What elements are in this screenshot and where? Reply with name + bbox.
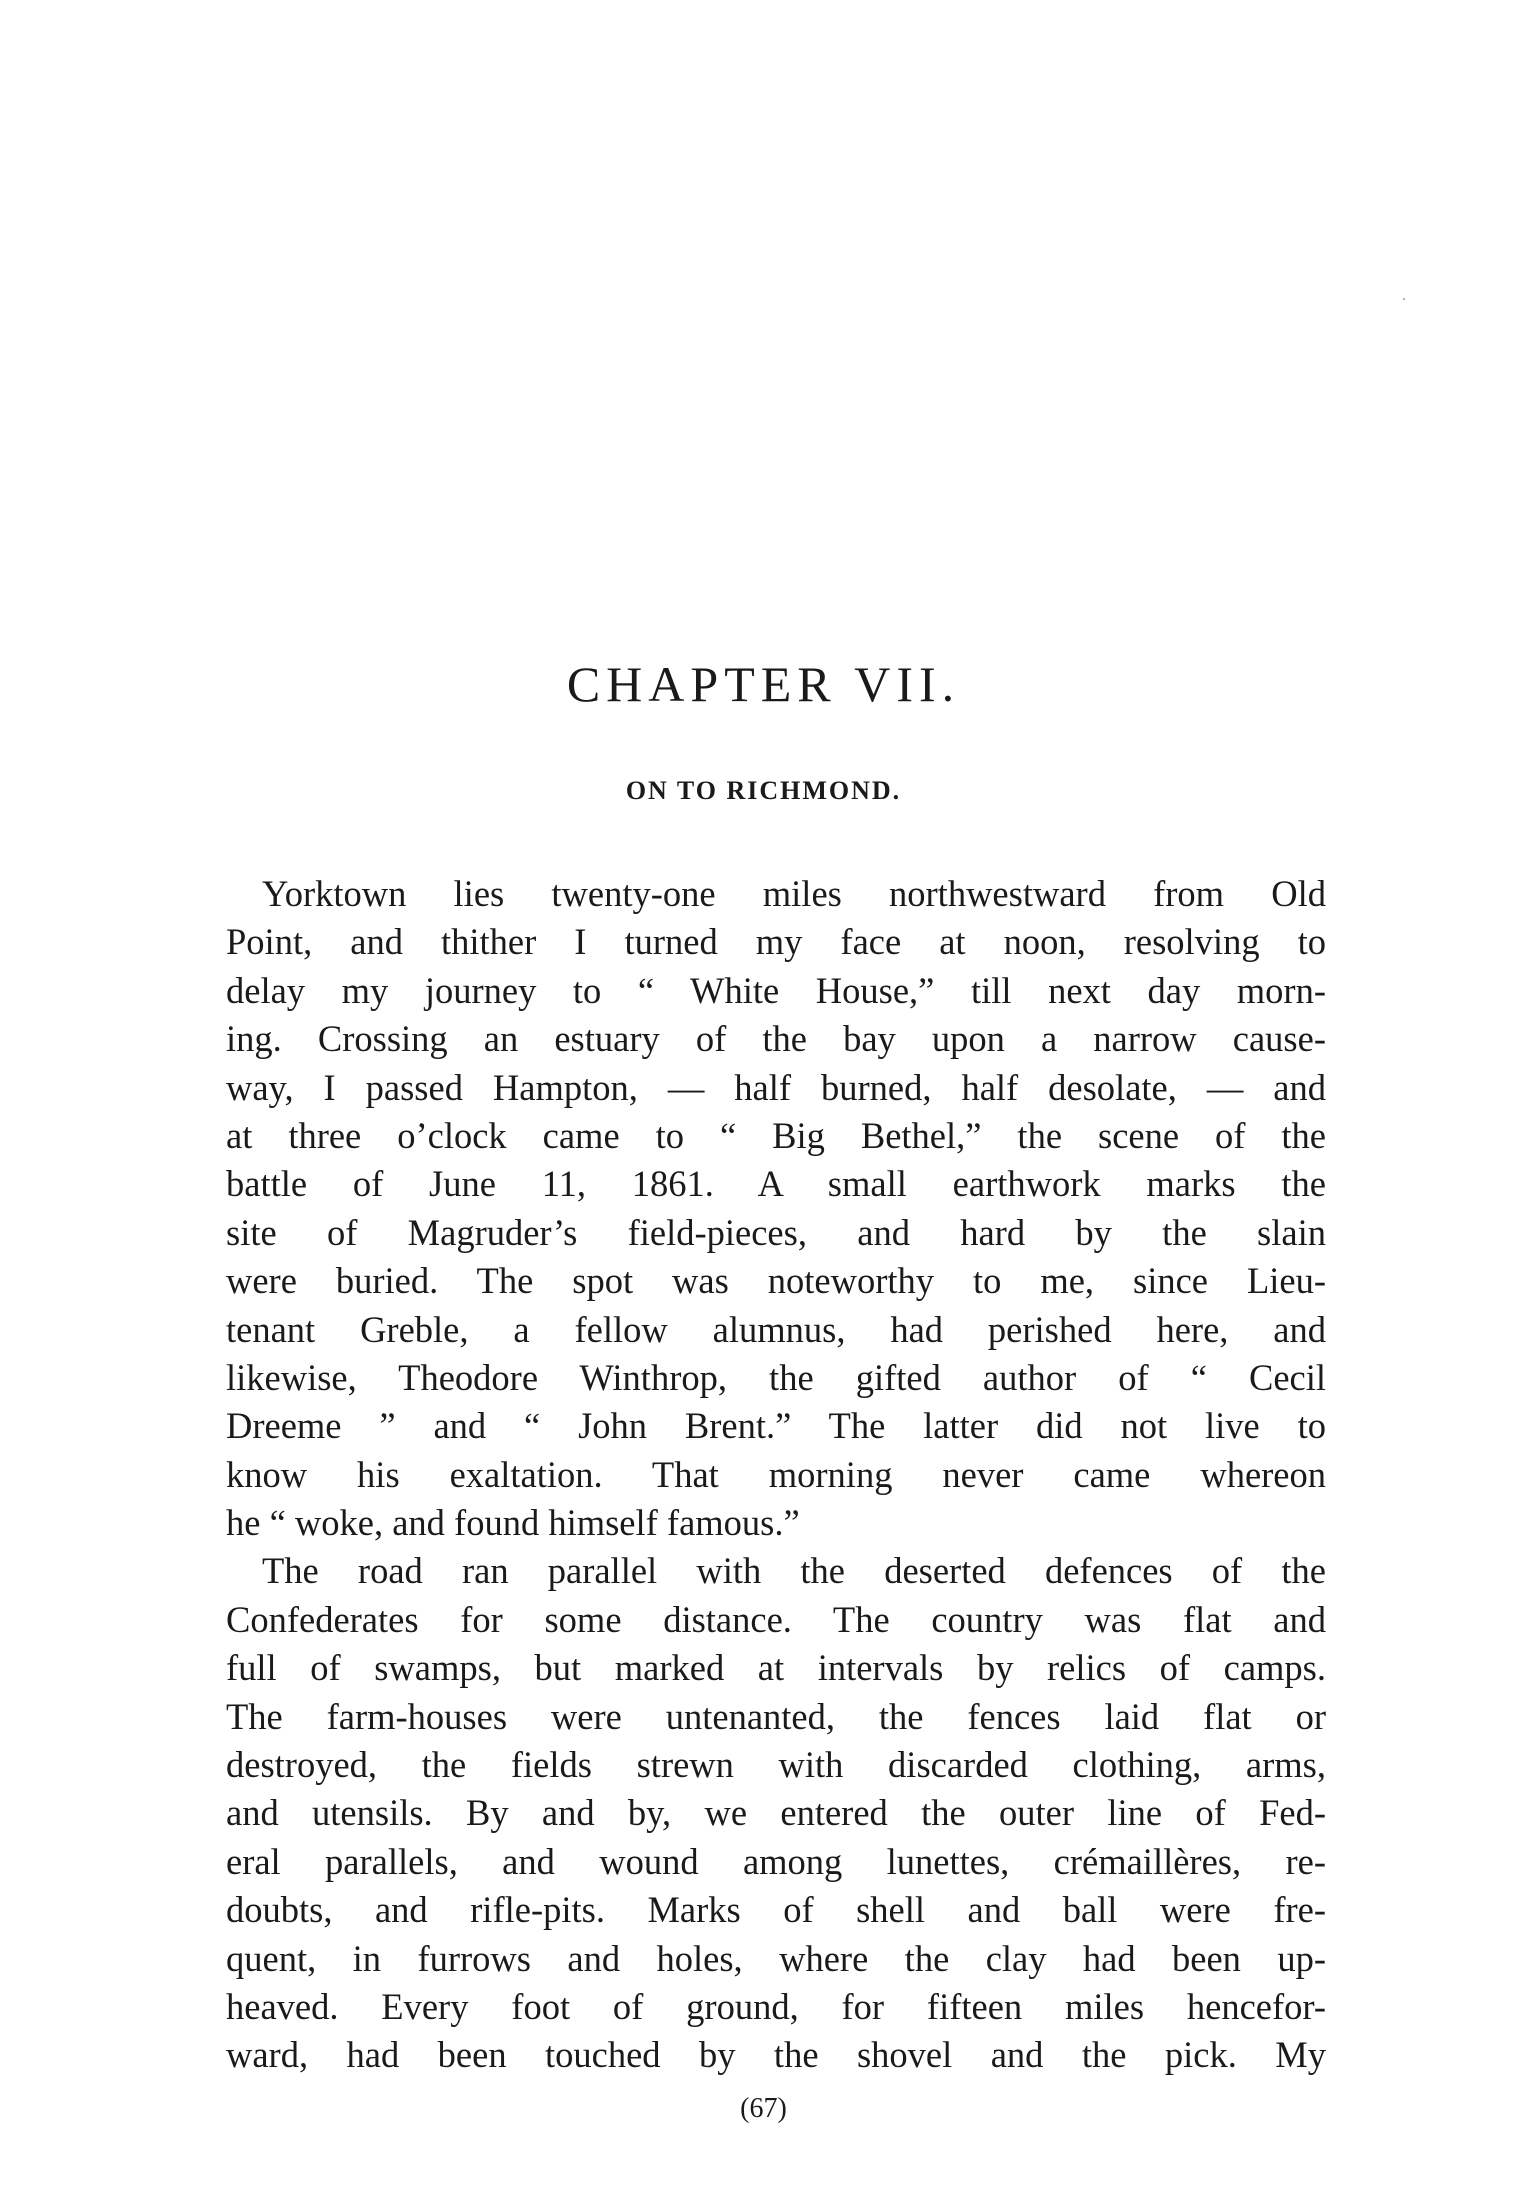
text-line: eral parallels, and wound among lunettes, crémaillères, re- bbox=[226, 1840, 1326, 1882]
text-line: tenant Greble, a fellow alumnus, had perished here, and bbox=[226, 1308, 1326, 1350]
body-text bbox=[226, 870, 1326, 2080]
text-line: were buried. The spot was noteworthy to me, since Lieu- bbox=[226, 1260, 1326, 1302]
text-line: Confederates for some distance. The country was flat and bbox=[226, 1598, 1326, 1640]
paragraph-1 bbox=[226, 870, 1326, 1547]
text-line: Dreeme ” and “ John Brent.” The latter did not live to bbox=[226, 1405, 1326, 1447]
text-line: The farm-houses were untenanted, the fences laid flat or bbox=[226, 1695, 1326, 1737]
text-line: destroyed, the fields strewn with discarded clothing, arms, bbox=[226, 1744, 1326, 1786]
text-line: ward, had been touched by the shovel and the pick. My bbox=[226, 2034, 1326, 2076]
text-line: know his exaltation. That morning never came whereon bbox=[226, 1453, 1326, 1495]
text-line: Yorktown lies twenty-one miles northwestward from Old bbox=[262, 873, 1326, 914]
text-line: doubts, and rifle-pits. Marks of shell and ball were fre- bbox=[226, 1889, 1326, 1931]
text-line: The road ran parallel with the deserted defences of the bbox=[262, 1550, 1326, 1592]
text-line: likewise, Theodore Winthrop, the gifted author of “ Cecil bbox=[226, 1356, 1326, 1398]
text-line: quent, in furrows and holes, where the clay had been up- bbox=[226, 1937, 1326, 1979]
text-line: and utensils. By and by, we entered the outer line of Fed- bbox=[226, 1792, 1326, 1834]
text-line: way, I passed Hampton, — half burned, half desolate, — and bbox=[226, 1066, 1326, 1108]
chapter-title: CHAPTER VII. bbox=[566, 656, 961, 712]
text-line: site of Magruder’s field-pieces, and hard by the slain bbox=[226, 1211, 1326, 1253]
text-line: delay my journey to “ White House,” till next day morn- bbox=[226, 969, 1326, 1011]
paragraph-2 bbox=[226, 1547, 1326, 2079]
text-line: battle of June 11, 1861. A small earthwork marks the bbox=[226, 1163, 1326, 1205]
scan-speck bbox=[1403, 298, 1405, 300]
page-number: (67) bbox=[740, 2093, 787, 2124]
text-line: he “ woke, and found himself famous.” bbox=[226, 1502, 800, 1544]
chapter-subtitle: ON TO RICHMOND. bbox=[625, 776, 902, 805]
text-line: full of swamps, but marked at intervals by relics of camps. bbox=[226, 1647, 1326, 1689]
text-line: Point, and thither I turned my face at noon, resolving to bbox=[226, 921, 1326, 963]
text-line: heaved. Every foot of ground, for fifteen miles hencefor- bbox=[226, 1985, 1326, 2027]
text-line: ing. Crossing an estuary of the bay upon a narrow cause- bbox=[226, 1018, 1326, 1060]
text-line: at three o’clock came to “ Big Bethel,” the scene of the bbox=[226, 1114, 1326, 1156]
